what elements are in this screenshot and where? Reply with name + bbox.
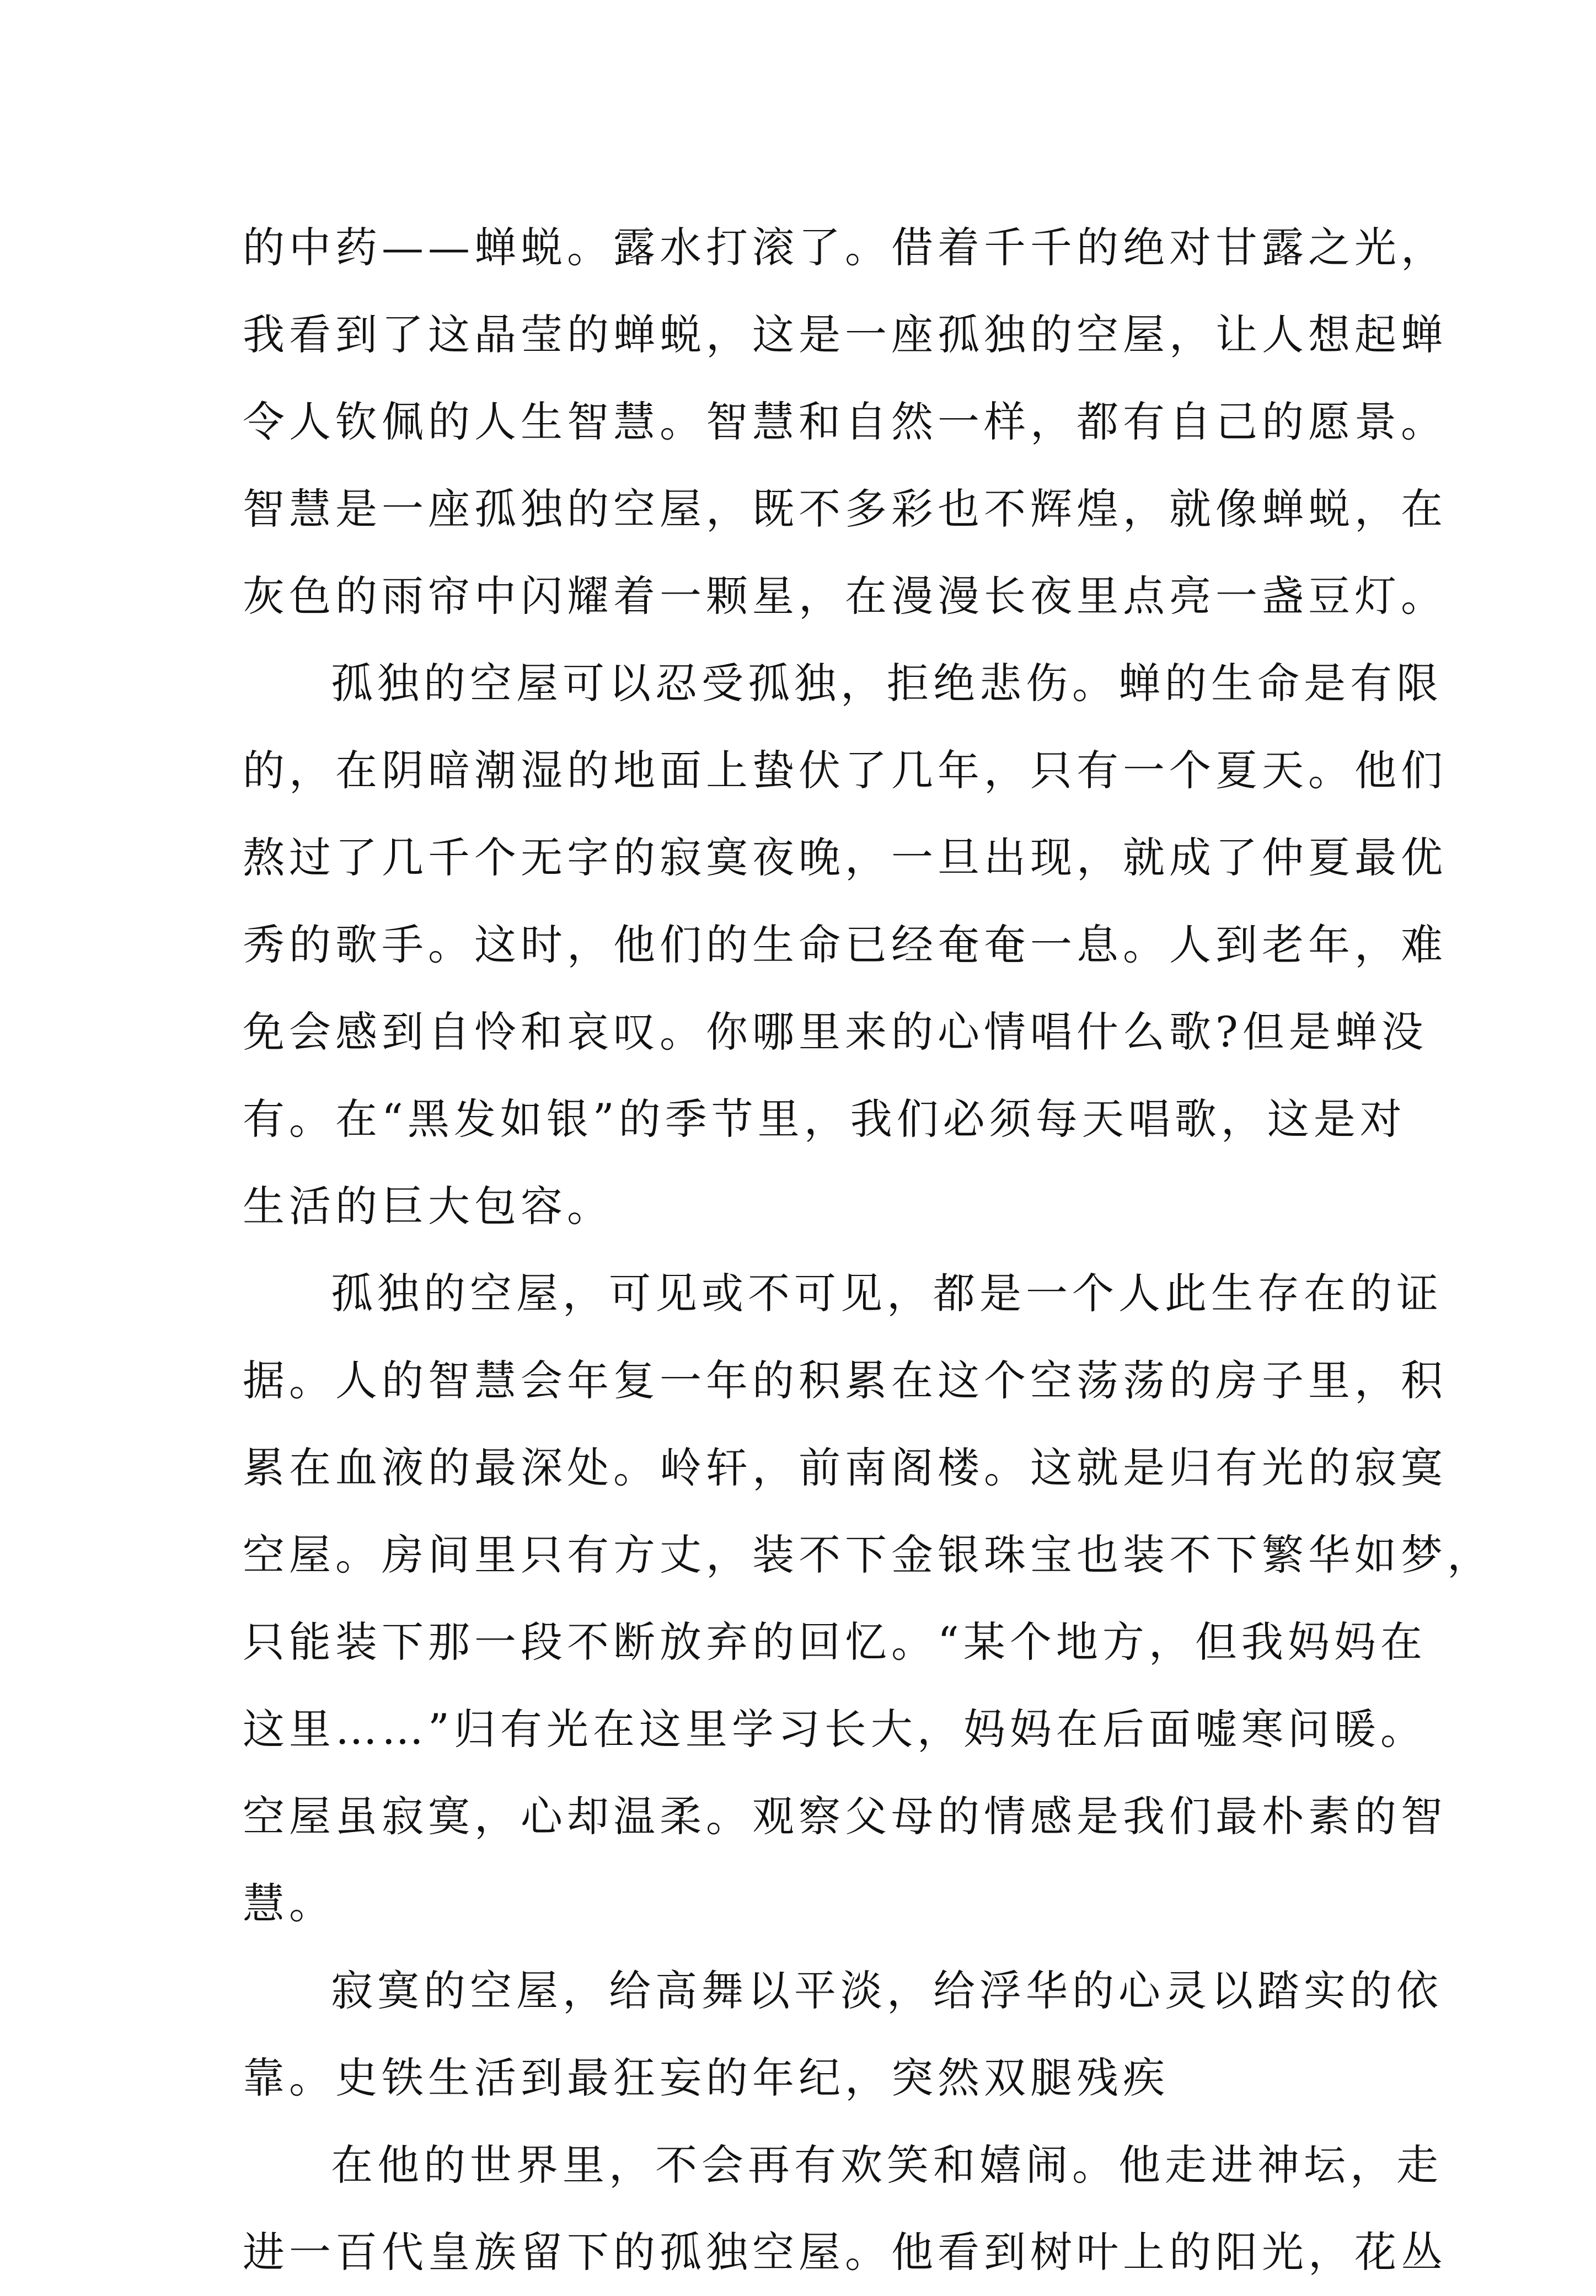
text-line: 生活的巨大包容。: [243, 1182, 613, 1231]
text-line: 这里……”归有光在这里学习长大，妈妈在后面嘘寒问暖。: [243, 1705, 1427, 1754]
text-line: 只能装下那一段不断放弃的回忆。“某个地方，但我妈妈在: [243, 1617, 1427, 1667]
text-line: 进一百代皇族留下的孤独空屋。他看到树叶上的阳光，花丛: [243, 2228, 1447, 2277]
text-line: 据。人的智慧会年复一年的积累在这个空荡荡的房子里，积: [243, 1356, 1447, 1405]
text-line: 空屋虽寂寞，心却温柔。观察父母的情感是我们最朴素的智: [243, 1792, 1447, 1841]
text-line: 孤独的空屋，可见或不可见，都是一个人此生存在的证: [331, 1269, 1443, 1318]
text-line: 灰色的雨帘中闪耀着一颗星，在漫漫长夜里点亮一盏豆灯。: [243, 572, 1447, 621]
text-line: 秀的歌手。这时，他们的生命已经奄奄一息。人到老年，难: [243, 920, 1447, 969]
text-line: 的中药——蝉蜕。露水打滚了。借着千千的绝对甘露之光，: [243, 223, 1447, 272]
text-line: 慧。: [243, 1879, 335, 1928]
text-line: 令人钦佩的人生智慧。智慧和自然一样，都有自己的愿景。: [243, 397, 1447, 446]
text-line: 有。在“黑发如银”的季节里，我们必须每天唱歌，这是对: [243, 1094, 1406, 1144]
text-line: 熬过了几千个无字的寂寞夜晚，一旦出现，就成了仲夏最优: [243, 833, 1447, 882]
text-line: 在他的世界里，不会再有欢笑和嬉闹。他走进神坛，走: [331, 2140, 1443, 2190]
text-line: 我看到了这晶莹的蝉蜕，这是一座孤独的空屋，让人想起蝉: [243, 310, 1447, 359]
text-line: 免会感到自怜和哀叹。你哪里来的心情唱什么歌?但是蝉没: [243, 1007, 1428, 1056]
text-line: 空屋。房间里只有方丈，装不下金银珠宝也装不下繁华如梦，: [243, 1530, 1493, 1579]
text-line: 孤独的空屋可以忍受孤独，拒绝悲伤。蝉的生命是有限: [331, 659, 1443, 708]
text-line: 智慧是一座孤独的空屋，既不多彩也不辉煌，就像蝉蜕，在: [243, 484, 1447, 533]
text-line: 的，在阴暗潮湿的地面上蛰伏了几年，只有一个夏天。他们: [243, 746, 1447, 795]
document-body: [243, 204, 1493, 2296]
text-line: 累在血液的最深处。岭轩，前南阁楼。这就是归有光的寂寞: [243, 1443, 1447, 1492]
text-line: 靠。史铁生活到最狂妄的年纪，突然双腿残疾: [243, 2053, 1169, 2102]
text-line: 寂寞的空屋，给高舞以平淡，给浮华的心灵以踏实的依: [331, 1966, 1443, 2015]
